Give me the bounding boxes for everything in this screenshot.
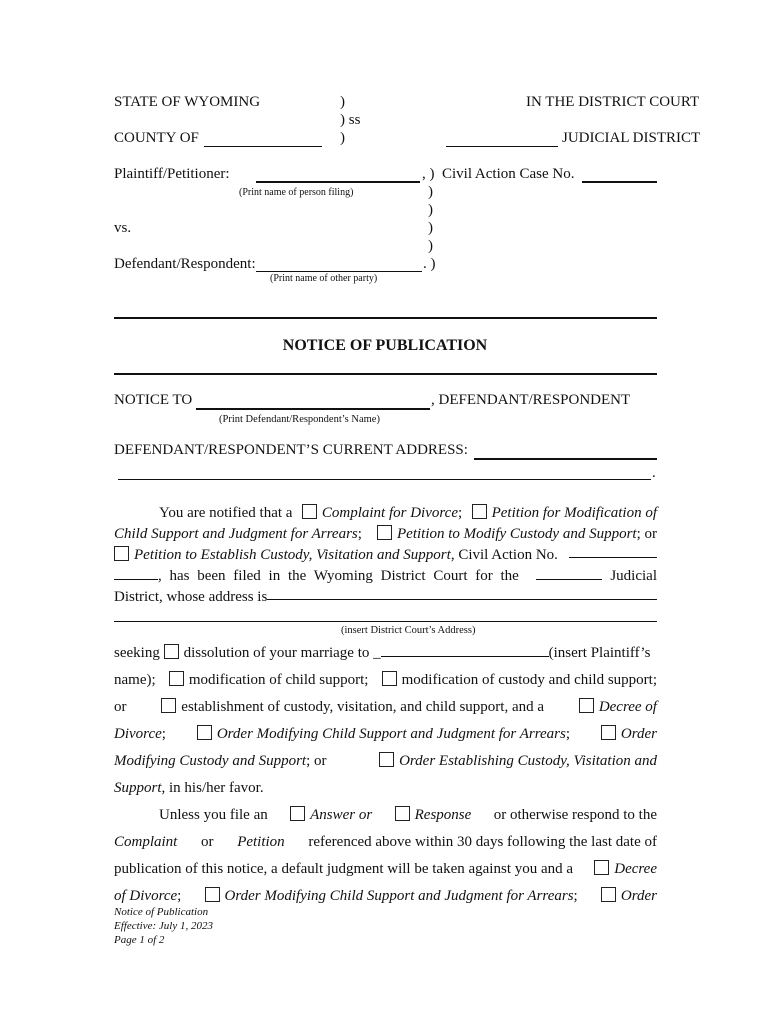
notice-to-label: NOTICE TO: [114, 392, 193, 408]
caption-paren: ): [340, 94, 345, 110]
separator: ;: [573, 888, 578, 904]
answer-checkbox[interactable]: [290, 806, 305, 821]
print-other-hint: (Print name of other party): [270, 273, 378, 284]
case-number-field[interactable]: [582, 181, 657, 183]
page-footer: [114, 905, 213, 947]
judicial-district-number-field[interactable]: [536, 567, 602, 580]
support-label: Support: [114, 780, 162, 796]
footer-form-name: Notice of Publication: [114, 906, 209, 918]
publication-text: publication of this notice, a default judgment will be taken against you and a: [114, 861, 574, 877]
order-modifying-custody-checkbox[interactable]: [601, 725, 616, 740]
p1-intro: You are notified that a: [159, 505, 293, 521]
order-label: Order: [620, 726, 657, 742]
county-label: COUNTY OF: [114, 130, 199, 146]
title-rule-bottom: [114, 373, 657, 375]
petition-modification-label: Petition for Modification of: [491, 505, 657, 521]
petition-label: Petition: [237, 834, 285, 850]
referenced-text: referenced above within 30 days following the last date of: [308, 834, 657, 850]
order-label-2: Order: [620, 888, 657, 904]
address-label: DEFENDANT/RESPONDENT’S CURRENT ADDRESS:: [114, 442, 468, 458]
separator: ; or: [306, 753, 327, 769]
defendant-name-hint: (Print Defendant/Respondent’s Name): [219, 414, 380, 425]
petition-modify-custody-checkbox[interactable]: [377, 525, 392, 540]
complaint-divorce-label: Complaint for Divorce: [321, 505, 458, 521]
address-field-2[interactable]: [118, 479, 651, 480]
decree-checkbox[interactable]: [594, 860, 609, 875]
petition-modification-checkbox[interactable]: [472, 504, 487, 519]
seeking-label: seeking: [114, 645, 160, 661]
name-label: name);: [114, 672, 156, 688]
caption-paren: ): [340, 130, 345, 146]
defendant-label: Defendant/Respondent:: [114, 256, 256, 272]
of-divorce-label: of Divorce: [114, 888, 178, 904]
caption-paren: ): [428, 184, 433, 200]
address-period: .: [652, 465, 656, 481]
civil-action-number-field-cont[interactable]: [114, 567, 158, 580]
order-modifying-support-checkbox-2[interactable]: [205, 887, 220, 902]
petition-establish-custody-checkbox[interactable]: [114, 546, 129, 561]
civil-action-label: Civil Action Case No.: [442, 166, 575, 182]
plaintiff-label: Plaintiff/Petitioner:: [114, 166, 230, 182]
judicial-district-label: JUDICIAL DISTRICT: [562, 130, 701, 146]
separator: ;: [177, 888, 182, 904]
print-filing-hint: (Print name of person filing): [239, 187, 354, 198]
answer-label: Answer or: [310, 807, 373, 823]
modification-child-support-checkbox[interactable]: [169, 671, 184, 686]
separator: ;: [357, 526, 362, 542]
order-modifying-support-label-2: Order Modifying Child Support and Judgment for Arrears: [224, 888, 574, 904]
defendant-name-field[interactable]: [256, 271, 422, 272]
notice-paragraph: [114, 503, 657, 608]
response-label: Response: [414, 807, 472, 823]
decree-label: Decree: [614, 861, 657, 877]
court-address-label: District, whose address is: [114, 589, 268, 605]
establishment-label: establishment of custody, visitation, and child support, and a: [181, 699, 545, 715]
petition-modify-custody-label: Petition to Modify Custody and Support: [397, 526, 637, 542]
seeking-paragraph: seeking dissolution of your marriage to _ (insert Plaintiff’s name); modification of child support; modification of custody and child support; or establishment of custody, visitation, and child support, and a Decree of Divorce; Order Modifying Child Support and Judgment for Arrears; Order Modifying Custody and Support; or Order Establishing Custody, Visitation and Support, in his/her favor.: [114, 645, 657, 796]
dissolution-checkbox[interactable]: [164, 644, 179, 659]
decree-divorce-label: Decree of: [598, 699, 657, 715]
title-rule-top: [114, 317, 657, 319]
vs-label: vs.: [114, 220, 132, 236]
or-label: or: [201, 834, 214, 850]
court-address-hint: (insert District Court’s Address): [341, 625, 476, 636]
plaintiff-sep: , ): [422, 166, 435, 182]
court-address-field-2[interactable]: [114, 621, 657, 622]
plaintiff-name-field[interactable]: [381, 644, 549, 657]
order-modifying-support-checkbox[interactable]: [197, 725, 212, 740]
caption-paren: ): [428, 238, 433, 254]
response-checkbox[interactable]: [395, 806, 410, 821]
divorce-label: Divorce: [114, 726, 162, 742]
insert-plaintiff-label: (insert Plaintiff’s: [548, 645, 651, 661]
separator: ;: [161, 726, 166, 742]
order-establishing-custody-checkbox[interactable]: [379, 752, 394, 767]
complaint-label: Complaint: [114, 834, 178, 850]
caption-paren: ): [428, 202, 433, 218]
plaintiff-name-field[interactable]: [256, 181, 420, 183]
caption-paren: ): [428, 220, 433, 236]
unless-paragraph: [114, 802, 657, 910]
order-modifying-support-label: Order Modifying Child Support and Judgment for Arrears: [216, 726, 566, 742]
child-support-arrears-label: Child Support and Judgment for Arrears: [114, 526, 358, 542]
footer-effective-date: Effective: July 1, 2023: [114, 920, 213, 932]
address-field-1[interactable]: [474, 458, 657, 460]
court-label: IN THE DISTRICT COURT: [526, 94, 700, 110]
dissolution-label: dissolution of your marriage to: [183, 645, 370, 661]
respond-text: or otherwise respond to the: [493, 807, 657, 823]
state-label: STATE OF WYOMING: [114, 94, 261, 110]
petition-establish-custody-label: Petition to Establish Custody, Visitation and Support: [134, 547, 451, 563]
defendant-sep: . ): [423, 256, 436, 272]
decree-divorce-checkbox[interactable]: [579, 698, 594, 713]
civil-action-number-field[interactable]: [569, 545, 657, 558]
defendant-name-field[interactable]: [196, 408, 430, 410]
notice-to-suffix: , DEFENDANT/RESPONDENT: [431, 392, 631, 408]
filed-text: , has been filed in the Wyoming District Court for the: [158, 568, 519, 584]
unless-label: Unless you file an: [159, 807, 268, 823]
modification-custody-checkbox[interactable]: [382, 671, 397, 686]
complaint-divorce-checkbox[interactable]: [302, 504, 317, 519]
judicial-label: Judicial: [610, 568, 657, 584]
modifying-custody-label: Modifying Custody and Support: [114, 753, 307, 769]
court-address-field[interactable]: [267, 587, 657, 600]
separator: ; or: [636, 526, 657, 542]
order-establishing-custody-label: Order Establishing Custody, Visitation and: [399, 753, 657, 769]
modification-custody-label: modification of custody and child support;: [401, 672, 657, 688]
county-field[interactable]: [204, 146, 322, 147]
footer-page-number: Page 1 of 2: [114, 934, 165, 946]
separator: ;: [565, 726, 571, 742]
modification-child-support-label: modification of child support;: [188, 672, 369, 688]
favor-text: , in his/her favor.: [161, 780, 264, 796]
or-label: or: [114, 699, 127, 715]
civil-action-label: , Civil Action No.: [450, 547, 558, 563]
order-checkbox-2[interactable]: [601, 887, 616, 902]
establishment-checkbox[interactable]: [161, 698, 176, 713]
ss-label: ) ss: [340, 112, 361, 128]
judicial-district-field[interactable]: [446, 146, 558, 147]
page-title: NOTICE OF PUBLICATION: [282, 337, 488, 354]
separator: ;: [457, 505, 463, 521]
